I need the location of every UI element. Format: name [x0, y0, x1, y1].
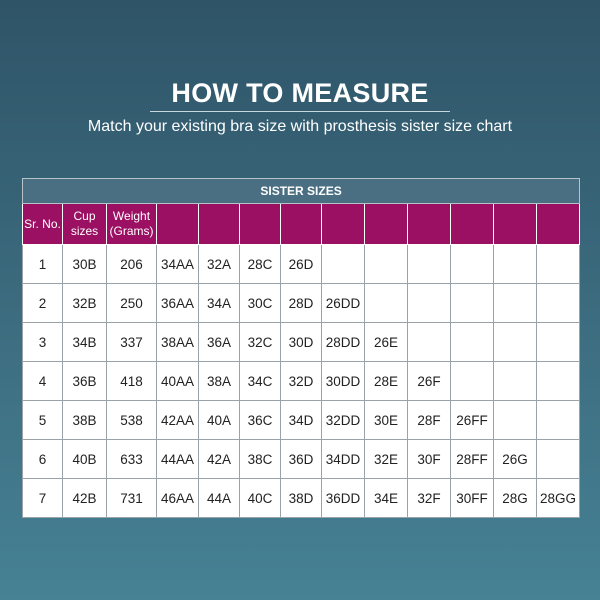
sister-size-cell: 28DD	[322, 323, 365, 362]
sister-size-cell: 32DD	[322, 401, 365, 440]
column-header-cup-sizes	[63, 204, 107, 245]
weight-cell: 633	[107, 440, 157, 479]
sister-size-cell: 42AA	[157, 401, 199, 440]
weight-header-line1: Weight	[112, 209, 151, 223]
sister-size-cell: 26F	[408, 362, 451, 401]
sister-size-cell	[537, 323, 580, 362]
table-row	[23, 323, 580, 362]
sister-size-cell: 32C	[240, 323, 281, 362]
sister-size-cell: 26D	[281, 245, 322, 284]
column-header-weight	[107, 204, 157, 245]
table-row	[23, 401, 580, 440]
sister-size-cell: 36AA	[157, 284, 199, 323]
cup-size-cell: 30B	[63, 245, 107, 284]
cup-header-line1: Cup	[73, 209, 96, 223]
sister-size-cell: 32F	[408, 479, 451, 518]
sister-size-cell	[494, 245, 537, 284]
weight-cell: 206	[107, 245, 157, 284]
sister-size-cell: 40C	[240, 479, 281, 518]
column-header-sister-6	[365, 204, 408, 245]
table-row	[23, 440, 580, 479]
page-subtitle: Match your existing bra size with prosthesis sister size chart	[87, 118, 513, 135]
sister-size-cell: 34C	[240, 362, 281, 401]
sister-size-cell: 36C	[240, 401, 281, 440]
sister-size-cell	[451, 245, 494, 284]
sister-size-cell	[494, 284, 537, 323]
sister-size-cell	[537, 401, 580, 440]
sister-size-cell: 38D	[281, 479, 322, 518]
sr-no-cell: 2	[23, 284, 63, 323]
sister-size-cell: 28FF	[451, 440, 494, 479]
sister-size-cell: 28GG	[537, 479, 580, 518]
sister-size-cell	[537, 440, 580, 479]
sister-size-cell: 40A	[199, 401, 240, 440]
sister-size-cell	[451, 284, 494, 323]
column-header-row	[23, 204, 580, 245]
sister-size-cell: 26DD	[322, 284, 365, 323]
column-header-sister-7	[408, 204, 451, 245]
sister-size-cell: 34DD	[322, 440, 365, 479]
sr-no-cell: 1	[23, 245, 63, 284]
sister-size-cell: 28G	[494, 479, 537, 518]
column-header-sister-3	[240, 204, 281, 245]
sister-size-cell	[494, 362, 537, 401]
sister-size-cell: 36D	[281, 440, 322, 479]
table-row	[23, 479, 580, 518]
sister-size-cell: 30FF	[451, 479, 494, 518]
cup-size-cell: 38B	[63, 401, 107, 440]
sister-size-cell: 42A	[199, 440, 240, 479]
page-title: HOW TO MEASURE	[171, 78, 429, 108]
table-row	[23, 245, 580, 284]
sr-no-cell: 4	[23, 362, 63, 401]
sr-no-cell: 3	[23, 323, 63, 362]
column-header-sister-10	[537, 204, 580, 245]
column-header-sr-no: Sr. No.	[23, 204, 63, 245]
cup-header-line2: sizes	[70, 224, 99, 238]
sister-size-cell: 46AA	[157, 479, 199, 518]
sister-size-cell: 32D	[281, 362, 322, 401]
sister-size-cell: 36DD	[322, 479, 365, 518]
sister-size-cell	[322, 245, 365, 284]
sister-size-cell	[365, 284, 408, 323]
sr-no-cell: 6	[23, 440, 63, 479]
cup-size-cell: 36B	[63, 362, 107, 401]
sister-size-cell: 34D	[281, 401, 322, 440]
sister-size-cell: 30E	[365, 401, 408, 440]
sister-size-cell: 34A	[199, 284, 240, 323]
sister-size-table	[22, 178, 580, 518]
sister-size-cell	[537, 245, 580, 284]
sister-size-cell	[451, 362, 494, 401]
sister-size-cell	[537, 284, 580, 323]
table-row	[23, 362, 580, 401]
sister-size-cell	[451, 323, 494, 362]
sister-size-cell: 30D	[281, 323, 322, 362]
cup-size-cell: 42B	[63, 479, 107, 518]
sister-size-cell	[408, 245, 451, 284]
weight-cell: 337	[107, 323, 157, 362]
sister-size-cell: 44A	[199, 479, 240, 518]
sr-no-cell: 7	[23, 479, 63, 518]
sister-size-cell: 38A	[199, 362, 240, 401]
table-row	[23, 284, 580, 323]
column-header-sister-4	[281, 204, 322, 245]
sister-size-cell	[365, 245, 408, 284]
sister-sizes-banner: SISTER SIZES	[23, 179, 580, 204]
sister-size-cell: 28F	[408, 401, 451, 440]
column-header-sister-1	[157, 204, 199, 245]
column-header-sister-2	[199, 204, 240, 245]
sister-size-cell: 38AA	[157, 323, 199, 362]
sister-size-cell: 30DD	[322, 362, 365, 401]
sister-size-cell: 32E	[365, 440, 408, 479]
title-underline	[150, 111, 450, 112]
weight-header-line2: (Grams)	[109, 224, 154, 238]
sister-size-cell: 28D	[281, 284, 322, 323]
weight-cell: 418	[107, 362, 157, 401]
cup-size-cell: 34B	[63, 323, 107, 362]
sister-size-cell: 44AA	[157, 440, 199, 479]
sister-size-cell: 30F	[408, 440, 451, 479]
sister-size-cell: 36A	[199, 323, 240, 362]
sister-size-cell	[408, 323, 451, 362]
sister-size-cell: 32A	[199, 245, 240, 284]
weight-cell: 250	[107, 284, 157, 323]
sister-size-cell: 28E	[365, 362, 408, 401]
sister-size-cell: 28C	[240, 245, 281, 284]
column-header-sister-8	[451, 204, 494, 245]
column-header-sister-5	[322, 204, 365, 245]
sister-size-cell: 34AA	[157, 245, 199, 284]
sister-size-cell: 26FF	[451, 401, 494, 440]
weight-cell: 731	[107, 479, 157, 518]
sister-size-cell: 30C	[240, 284, 281, 323]
cup-size-cell: 32B	[63, 284, 107, 323]
sister-size-cell: 34E	[365, 479, 408, 518]
sister-size-cell	[494, 401, 537, 440]
sister-size-cell: 38C	[240, 440, 281, 479]
cup-size-cell: 40B	[63, 440, 107, 479]
weight-cell: 538	[107, 401, 157, 440]
sister-size-cell: 26G	[494, 440, 537, 479]
sister-size-cell	[408, 284, 451, 323]
sister-size-cell	[537, 362, 580, 401]
column-header-sister-9	[494, 204, 537, 245]
sister-size-cell: 26E	[365, 323, 408, 362]
sr-no-cell: 5	[23, 401, 63, 440]
sister-size-cell: 40AA	[157, 362, 199, 401]
sister-size-cell	[494, 323, 537, 362]
